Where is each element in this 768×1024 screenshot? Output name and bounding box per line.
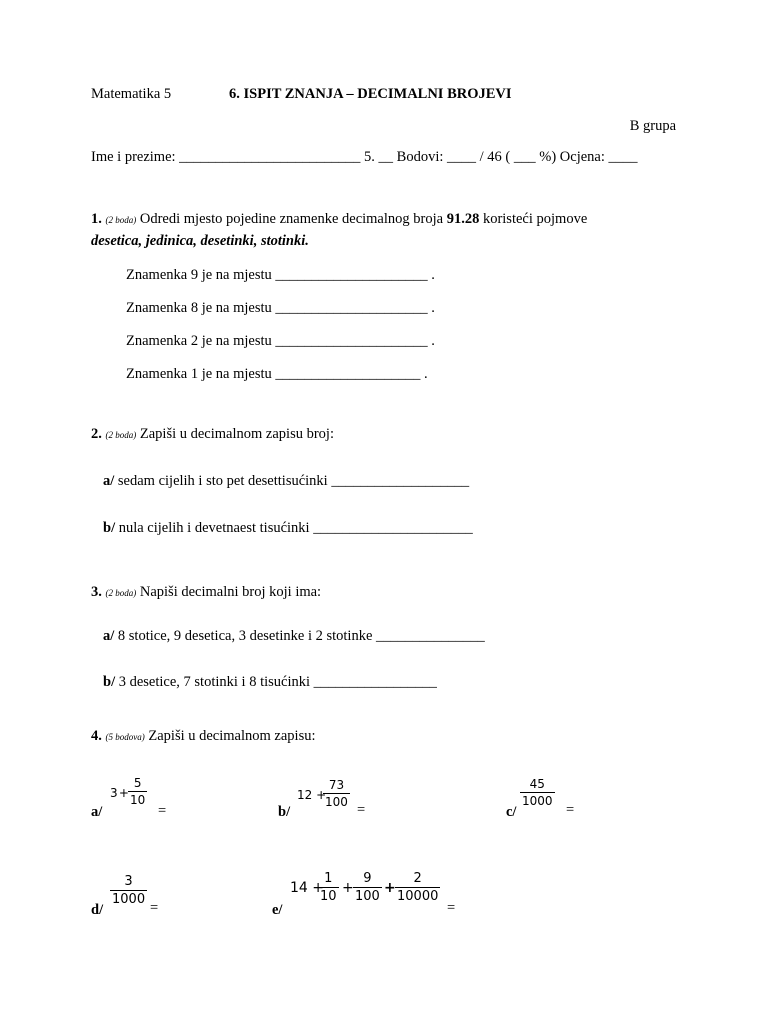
question-1-line-1: Znamenka 9 je na mjestu _____________________ . xyxy=(126,267,435,283)
question-4-e-plus-2: + xyxy=(342,880,354,896)
question-4-e-denominator-3: 10000 xyxy=(397,889,439,904)
question-4-points: (5 bodova) xyxy=(105,732,145,742)
question-3-item-a xyxy=(103,628,485,645)
question-4-d-equals: = xyxy=(150,900,159,916)
question-1-text-a: Odredi mjesto pojedine znamenke decimalnog broja xyxy=(136,211,447,227)
question-4-e-fraction-3 xyxy=(395,872,440,903)
question-4-b-equals: = xyxy=(357,802,366,818)
question-1-terms: desetica, jedinica, desetinki, stotinki. xyxy=(91,233,309,249)
question-4-e-fraction-2 xyxy=(353,872,382,903)
question-4-d-denominator: 1000 xyxy=(112,892,146,907)
question-3-points: (2 boda) xyxy=(105,588,137,598)
question-2-number: 2. xyxy=(91,426,102,442)
question-2-a-text: sedam cijelih i sto pet desettisućinki ___________________ xyxy=(114,473,470,489)
group-label: B grupa xyxy=(629,118,676,134)
question-4-prompt xyxy=(91,728,316,745)
question-4-b-whole: 12 + xyxy=(297,788,327,802)
question-1-line-2: Znamenka 8 je na mjestu _____________________ . xyxy=(126,300,435,316)
question-4-e-whole: 14 + xyxy=(290,880,325,896)
question-4-d-label: d/ xyxy=(91,902,104,918)
question-4-c-denominator: 1000 xyxy=(522,794,553,808)
question-4-a-whole: 3 + xyxy=(110,786,129,800)
question-4-e-denominator-1: 10 xyxy=(320,889,337,904)
question-4-c-numerator: 45 xyxy=(529,777,545,791)
question-4-e-numerator-1: 1 xyxy=(324,871,333,886)
question-4-b-fraction xyxy=(323,779,350,808)
question-3-number: 3. xyxy=(91,584,102,600)
question-4-c-equals: = xyxy=(566,802,575,818)
question-3-prompt xyxy=(91,584,321,601)
question-4-text: Zapiši u decimalnom zapisu: xyxy=(144,728,316,744)
page-title: 6. ISPIT ZNANJA – DECIMALNI BROJEVI xyxy=(229,86,512,102)
question-4-e-fraction-1 xyxy=(318,872,339,903)
question-1-text-b: koristeći pojmove xyxy=(479,211,588,227)
question-4-e-plus-3: + xyxy=(384,880,396,896)
question-4-b-label: b/ xyxy=(278,804,291,820)
question-4-a-numerator: 5 xyxy=(133,776,142,790)
question-4-a-label: a/ xyxy=(91,804,103,820)
question-1-number-value: 91.28 xyxy=(446,211,480,227)
question-4-d-fraction xyxy=(110,875,147,906)
question-4-d-numerator: 3 xyxy=(124,874,133,889)
student-info-line: Ime i prezime: _________________________ 5. __ Bodovi: ____ / 46 ( ___ %) Ocjena: ____ xyxy=(91,149,638,165)
question-4-c-fraction xyxy=(520,778,555,807)
question-3-b-label: b/ xyxy=(103,674,116,690)
question-3-a-text: 8 stotice, 9 desetica, 3 desetinke i 2 stotinke _______________ xyxy=(114,628,485,644)
question-4-e-denominator-2: 100 xyxy=(355,889,380,904)
question-4-e-numerator-2: 9 xyxy=(363,871,372,886)
question-4-b-denominator: 100 xyxy=(325,795,348,809)
question-2-text: Zapiši u decimalnom zapisu broj: xyxy=(136,426,334,442)
question-2-b-label: b/ xyxy=(103,520,116,536)
question-4-c-label: c/ xyxy=(506,804,517,820)
question-1-line-4: Znamenka 1 je na mjestu ____________________ . xyxy=(126,366,428,382)
question-2-points: (2 boda) xyxy=(105,430,137,440)
question-4-a-denominator: 10 xyxy=(130,793,146,807)
subject-label: Matematika 5 xyxy=(91,86,172,102)
question-2-item-a xyxy=(103,473,469,490)
question-2-prompt xyxy=(91,426,334,443)
question-4-a-equals: = xyxy=(158,803,167,819)
question-4-e-equals: = xyxy=(447,900,456,916)
question-3-a-label: a/ xyxy=(103,628,115,644)
question-4-a-fraction xyxy=(128,777,147,806)
question-4-number: 4. xyxy=(91,728,102,744)
question-1-number: 1. xyxy=(91,211,102,227)
question-3-text: Napiši decimalni broj koji ima: xyxy=(136,584,322,600)
question-3-b-text: 3 desetice, 7 stotinki i 8 tisućinki _________________ xyxy=(115,674,437,690)
question-1-line-3: Znamenka 2 je na mjestu _____________________ . xyxy=(126,333,435,349)
question-2-item-b xyxy=(103,520,473,537)
question-2-a-label: a/ xyxy=(103,473,115,489)
question-3-item-b xyxy=(103,674,437,691)
question-2-b-text: nula cijelih i devetnaest tisućinki ______________________ xyxy=(115,520,473,536)
question-4-e-numerator-3: 2 xyxy=(413,871,422,886)
question-4-e-label: e/ xyxy=(272,902,283,918)
question-1-points: (2 boda) xyxy=(105,215,137,225)
question-4-b-numerator: 73 xyxy=(328,778,345,792)
question-1-prompt xyxy=(91,211,587,228)
